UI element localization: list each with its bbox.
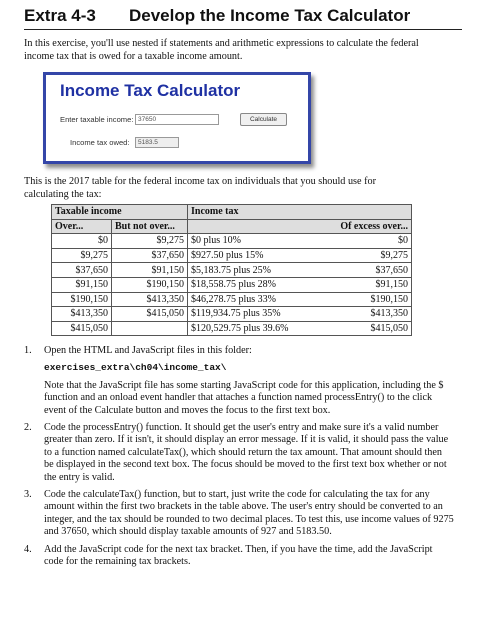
table-row — [52, 234, 412, 249]
table-row — [52, 277, 412, 292]
step-note: Note that the JavaScript file has some starting JavaScript code for this application, including the $ function and an onload event handler that attaches a function named processEntry() to the click event of the Calculate button and moves the focus to the first text box. — [44, 379, 444, 416]
app-screenshot — [43, 72, 311, 164]
table-header-row — [52, 219, 412, 234]
cell-excess-over: $415,050 — [297, 321, 412, 336]
table-row — [52, 263, 412, 278]
calculate-button[interactable]: Calculate — [240, 113, 287, 126]
cell-excess-over: $37,650 — [297, 263, 412, 278]
step-number: 2. — [24, 422, 32, 434]
cell-but-not-over: $415,050 — [112, 307, 188, 322]
header-blank — [188, 219, 298, 234]
exercise-header — [24, 6, 462, 26]
cell-but-not-over: $413,350 — [112, 292, 188, 307]
cell-tax: $18,558.75 plus 28% — [188, 277, 298, 292]
group-header-blank — [297, 205, 412, 220]
cell-over: $37,650 — [52, 263, 112, 278]
cell-but-not-over: $190,150 — [112, 277, 188, 292]
cell-excess-over: $0 — [297, 234, 412, 249]
step-number: 4. — [24, 543, 32, 555]
step-text: Add the JavaScript code for the next tax bracket. Then, if you have the time, add the JavaScript code for the remaining tax brackets. — [44, 543, 433, 568]
header-rule — [24, 29, 462, 30]
cell-but-not-over: $91,150 — [112, 263, 188, 278]
table-row — [52, 292, 412, 307]
cell-excess-over: $91,150 — [297, 277, 412, 292]
tax-table — [51, 204, 412, 336]
step-item — [24, 422, 454, 484]
cell-tax: $0 plus 10% — [188, 234, 298, 249]
table-row — [52, 307, 412, 322]
cell-excess-over: $413,350 — [297, 307, 412, 322]
cell-over: $9,275 — [52, 248, 112, 263]
income-label: Enter taxable income: — [60, 115, 134, 124]
step-number: 1. — [24, 345, 32, 356]
exercise-title: Develop the Income Tax Calculator — [129, 6, 411, 25]
cell-but-not-over: $37,650 — [112, 248, 188, 263]
table-group-header-row — [52, 205, 412, 220]
folder-path: exercises_extra\ch04\income_tax\ — [44, 362, 227, 374]
table-row — [52, 321, 412, 336]
header-but-not-over: But not over... — [112, 219, 188, 234]
owed-label: Income tax owed: — [70, 138, 130, 147]
steps-list — [24, 345, 454, 574]
exercise-number: Extra 4-3 — [24, 6, 96, 25]
intro-paragraph: In this exercise, you'll use nested if statements and arithmetic expressions to calculate the federal income tax that is owed for a taxable income amount. — [24, 38, 419, 62]
income-input[interactable]: 37650 — [135, 114, 219, 125]
app-title: Income Tax Calculator — [60, 81, 241, 100]
cell-over: $91,150 — [52, 277, 112, 292]
group-header-income-tax: Income tax — [188, 205, 298, 220]
step-item — [24, 489, 454, 539]
cell-excess-over: $190,150 — [297, 292, 412, 307]
cell-tax: $46,278.75 plus 33% — [188, 292, 298, 307]
group-header-taxable-income: Taxable income — [52, 205, 188, 220]
table-intro: This is the 2017 table for the federal income tax on individuals that you should use for calculating the tax: — [24, 176, 376, 200]
step-item — [24, 544, 454, 569]
step-text: Code the processEntry() function. It should get the user's entry and make sure it's a valid number greater than zero. If it isn't, it should display an error message. If it is valid, it should pass the value to a function named calculateTax(), which should return the tax amount. That amount should then be displayed in the second text box. The focus should be moved to the first text box whether or not the entry is valid. — [44, 422, 449, 483]
cell-tax: $927.50 plus 15% — [188, 248, 298, 263]
cell-tax: $119,934.75 plus 35% — [188, 307, 298, 322]
cell-but-not-over — [112, 321, 188, 336]
owed-output: 5183.5 — [135, 137, 179, 148]
step-text: Code the calculateTax() function, but to start, just write the code for calculating the tax for any amount within the first two brackets in the table above. The user's entry should be converted to an integer, and the tax should be rounded to two decimal places. To test this, use income values of 9275 and 37650, which should display taxable amounts of 927 and 5183.50. — [44, 489, 454, 538]
header-over: Over... — [52, 219, 112, 234]
step-text: Open the HTML and JavaScript files in this folder: — [44, 345, 252, 356]
cell-tax: $120,529.75 plus 39.6% — [188, 321, 298, 336]
cell-but-not-over: $9,275 — [112, 234, 188, 249]
cell-over: $0 — [52, 234, 112, 249]
header-of-excess-over: Of excess over... — [297, 219, 412, 234]
step-item — [24, 345, 454, 417]
cell-excess-over: $9,275 — [297, 248, 412, 263]
cell-tax: $5,183.75 plus 25% — [188, 263, 298, 278]
step-number: 3. — [24, 489, 32, 501]
table-row — [52, 248, 412, 263]
cell-over: $415,050 — [52, 321, 112, 336]
cell-over: $413,350 — [52, 307, 112, 322]
cell-over: $190,150 — [52, 292, 112, 307]
